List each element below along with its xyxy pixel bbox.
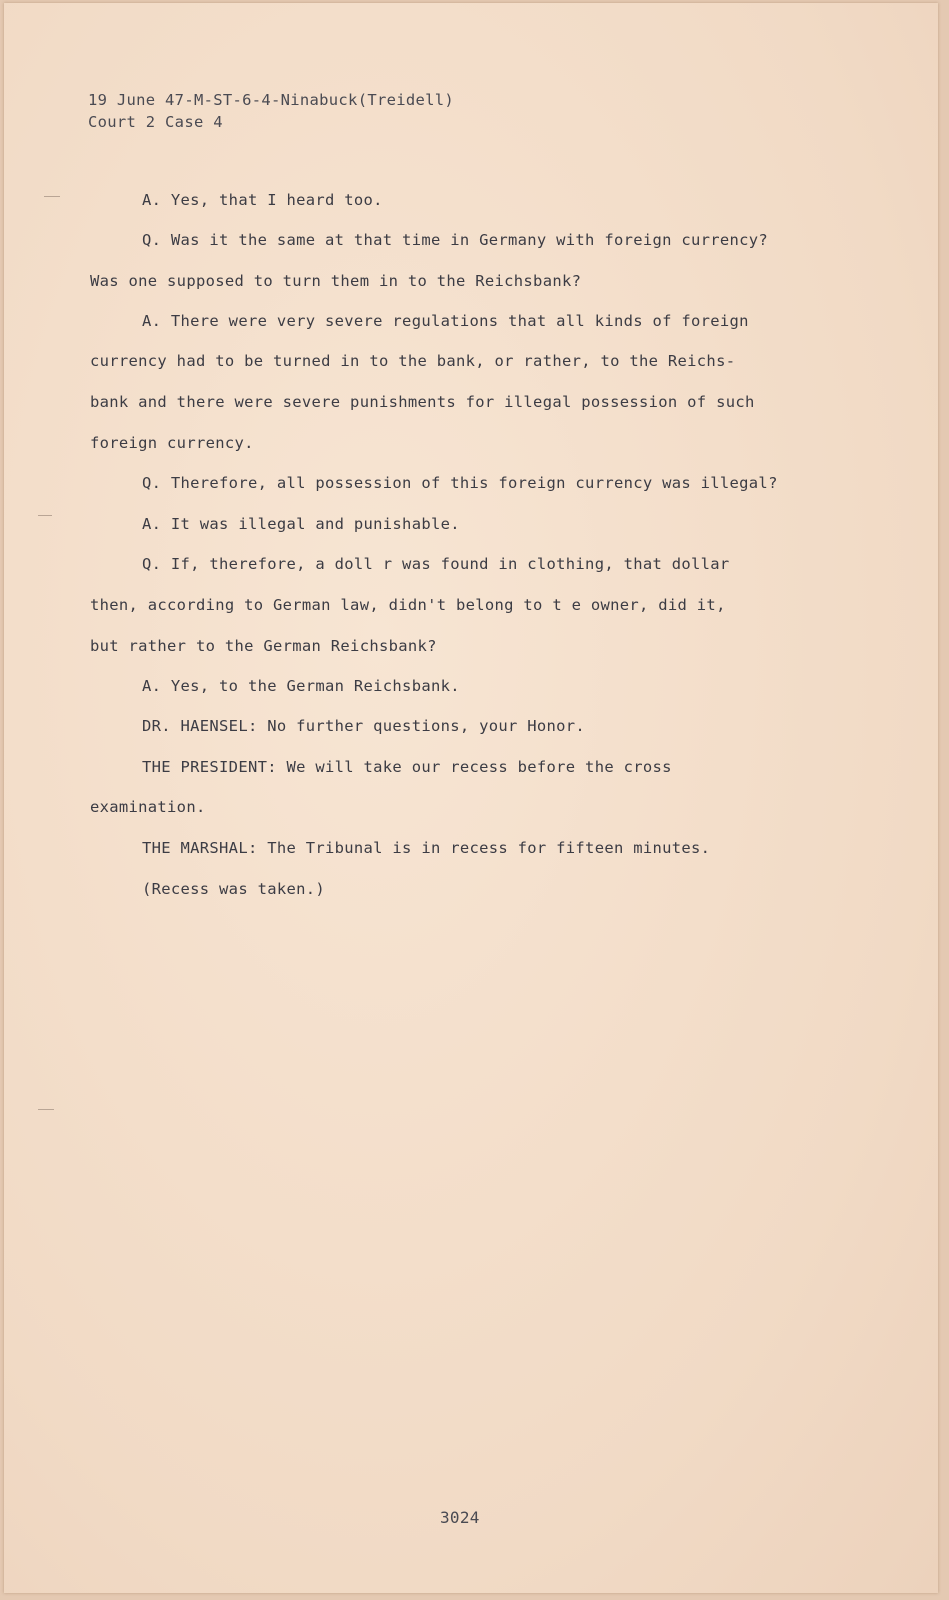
transcript-line: foreign currency. [90, 434, 254, 452]
transcript-line: THE MARSHAL: The Tribunal is in recess for fifteen minutes. [142, 839, 711, 857]
transcript-line: Q. Therefore, all possession of this foreign currency was illegal? [142, 474, 778, 492]
header-date-reference: 19 June 47-M-ST-6-4-Ninabuck(Treidell) [88, 91, 455, 109]
transcript-line: A. It was illegal and punishable. [142, 515, 460, 533]
margin-tick-mark [38, 1109, 54, 1110]
transcript-line: currency had to be turned in to the bank, or rather, to the Reichs- [90, 352, 736, 370]
document-page [4, 3, 938, 1593]
transcript-line: then, according to German law, didn't belong to t e owner, did it, [90, 596, 726, 614]
transcript-line: A. There were very severe regulations that all kinds of foreign [142, 312, 749, 330]
transcript-line: examination. [90, 798, 206, 816]
transcript-line: Was one supposed to turn them in to the Reichsbank? [90, 272, 582, 290]
transcript-line: (Recess was taken.) [142, 880, 326, 898]
transcript-line: DR. HAENSEL: No further questions, your Honor. [142, 717, 586, 735]
transcript-line: Q. Was it the same at that time in Germany with foreign currency? [142, 231, 769, 249]
margin-tick-mark [44, 196, 60, 197]
transcript-line: bank and there were severe punishments for illegal possession of such [90, 393, 755, 411]
header-court-case: Court 2 Case 4 [88, 113, 223, 131]
transcript-line: THE PRESIDENT: We will take our recess before the cross [142, 758, 672, 776]
transcript-line: A. Yes, to the German Reichsbank. [142, 677, 460, 695]
transcript-line: but rather to the German Reichsbank? [90, 637, 437, 655]
document-header [88, 89, 454, 133]
transcript-line: A. Yes, that I heard too. [142, 191, 383, 209]
margin-tick-mark [38, 515, 52, 516]
page-number: 3024 [440, 1508, 480, 1527]
transcript-line: Q. If, therefore, a doll r was found in clothing, that dollar [142, 555, 730, 573]
